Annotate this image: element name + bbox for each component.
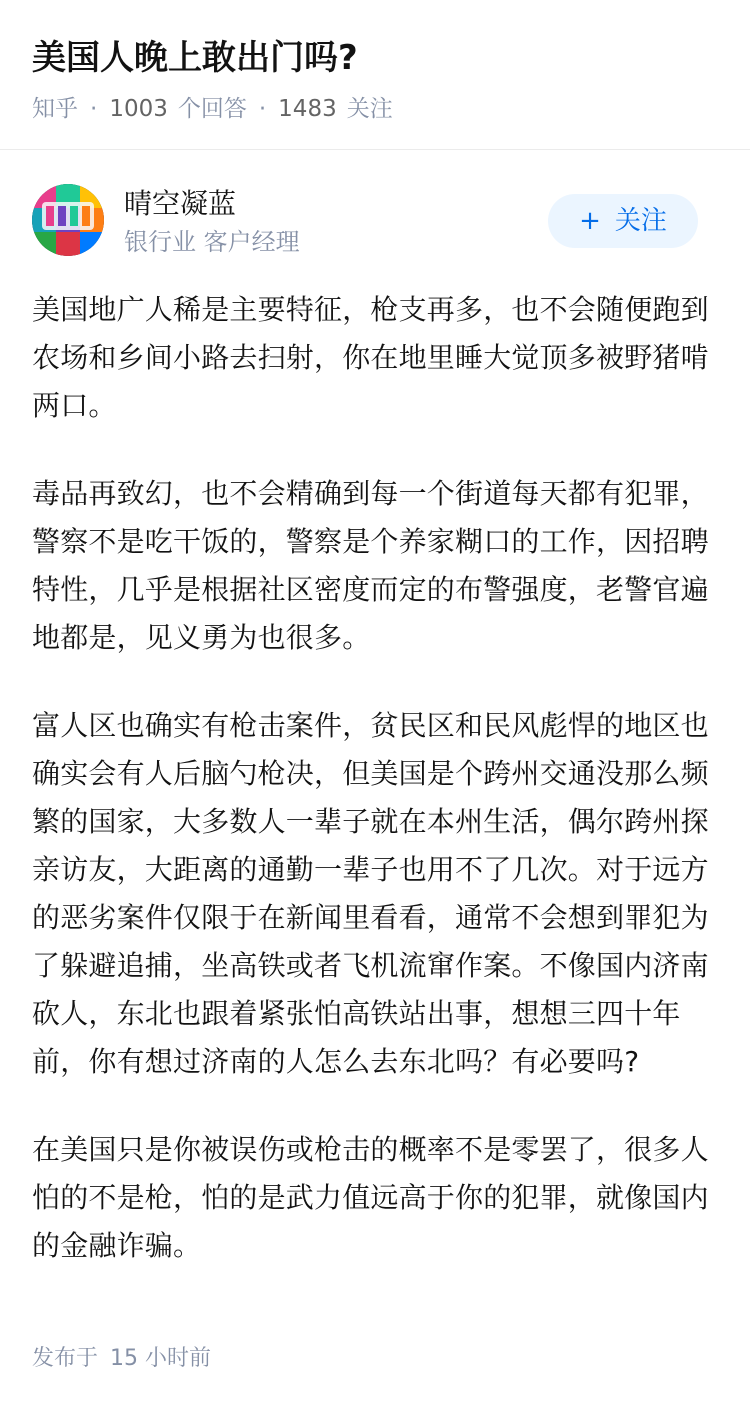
answer-count-label: 个回答 [177,96,247,122]
follow-button[interactable] [548,194,698,248]
avatar[interactable] [32,184,104,256]
plus-icon: + [579,206,601,236]
author-headline: 银行业 客户经理 [124,228,300,256]
publish-time-prefix: 发布于 [32,1346,99,1371]
follower-count-link[interactable] [278,96,393,122]
question-header [0,0,750,150]
follower-count-label: 关注 [346,96,393,122]
answer-content [32,286,722,1310]
answer-paragraph: 美国地广人稀是主要特征，枪支再多，也不会随便跑到农场和乡间小路去扫射，你在地里睡大觉顶多被野猪啃两口。 [32,293,709,422]
meta-separator: · [258,96,267,122]
publish-time-value: 15 小时前 [110,1346,212,1371]
question-meta [32,92,393,126]
author-info [0,180,750,264]
question-title[interactable]: 美国人晚上敢出门吗? [32,38,358,78]
meta-separator: · [90,96,98,122]
follow-button-label: 关注 [614,206,667,236]
avatar-image [32,184,104,256]
answer-paragraph: 富人区也确实有枪击案件，贫民区和民风彪悍的地区也确实会有人后脑勺枪决，但美国是个跨州交通没那么频繁的国家，大多数人一辈子就在本州生活，偶尔跨州探亲访友，大距离的通勤一辈子也用不了几次。对于远方的恶劣案件仅限于在新闻里看看，通常不会想到罪犯为了躲避追捕，坐高铁或者飞机流窜作案。不像国内济南砍人，东北也跟着紧张怕高铁站出事，想想三四十年前，你有想过济南的人怎么去东北吗？有必要吗? [32,709,709,1078]
source-link[interactable]: 知乎 [32,96,78,122]
answer-count-link[interactable] [109,96,247,122]
answer-count: 1003 [109,96,168,122]
answer-paragraph: 毒品再致幻，也不会精确到每一个街道每天都有犯罪，警察不是吃干饭的，警察是个养家糊口的工作，因招聘特性，几乎是根据社区密度而定的布警强度，老警官遍地都是，见义勇为也很多。 [32,477,709,654]
author-name[interactable]: 晴空凝蓝 [124,187,237,220]
answer-publish-time [32,1342,211,1376]
answer-paragraph: 在美国只是你被误伤或枪击的概率不是零罢了，很多人怕的不是枪，怕的是武力值远高于你的犯罪，就像国内的金融诈骗。 [32,1133,709,1262]
follower-count: 1483 [278,96,337,122]
